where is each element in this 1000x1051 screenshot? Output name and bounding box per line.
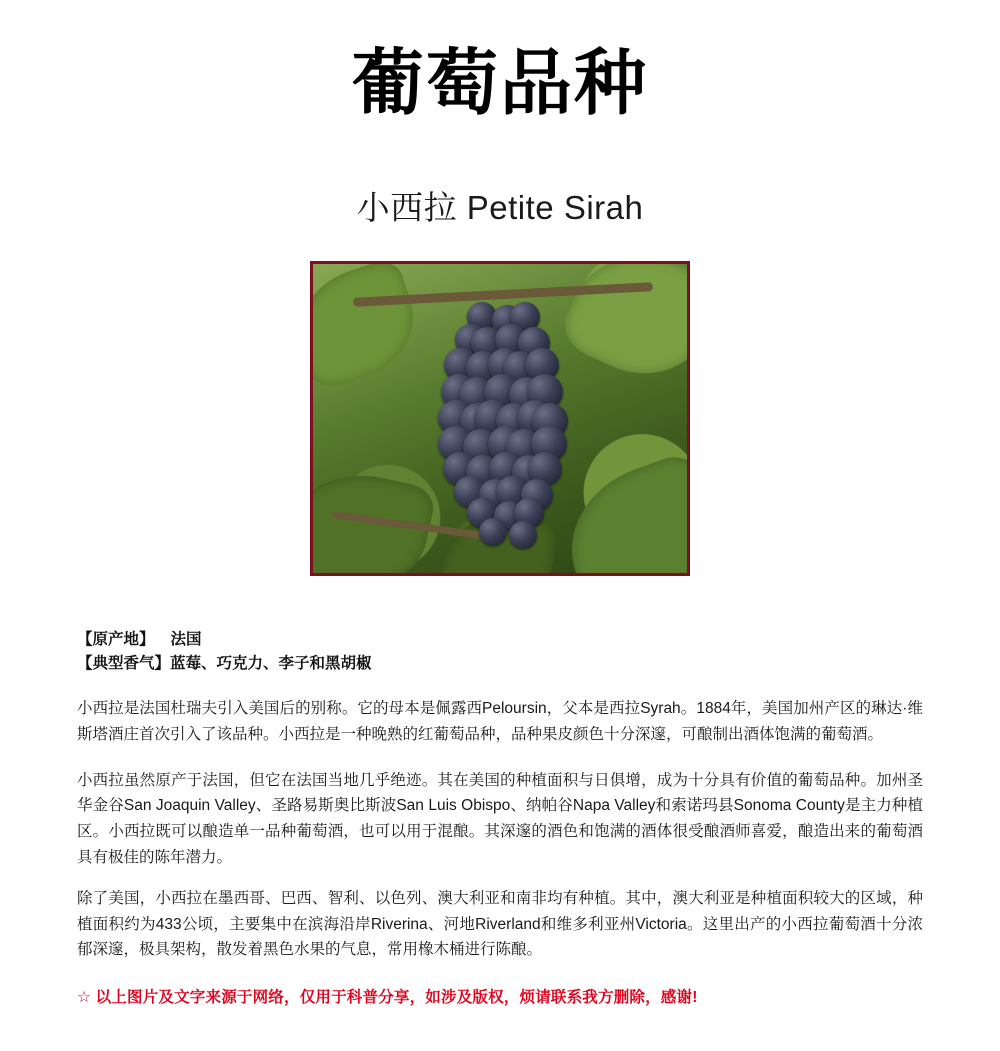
page-title: 葡萄品种 xyxy=(351,44,648,124)
meta-aroma xyxy=(77,652,923,676)
origin-value: 法国 xyxy=(170,631,202,649)
grape-berry xyxy=(479,518,507,546)
grape-berry xyxy=(509,521,537,549)
grape-cluster-photo xyxy=(310,261,690,576)
page-subtitle: 小西拉 Petite Sirah xyxy=(356,189,644,227)
paragraph-1: 小西拉是法国杜瑞夫引入美国后的别称。它的母本是佩露西Peloursin，父本是西拉Syrah。1884年，美国加州产区的琳达·维斯塔酒庄首次引入了该品种。小西拉是一种晚熟的红葡萄品种，品种果皮颜色十分深邃，可酿制出酒体饱满的葡萄酒。 xyxy=(77,700,923,743)
copyright-note: ☆ 以上图片及文字来源于网络，仅用于科普分享，如涉及版权，烦请联系我方删除，感谢! xyxy=(77,989,698,1007)
figure-container xyxy=(0,261,1000,576)
meta-origin xyxy=(77,628,923,652)
grape-berry-cluster xyxy=(409,298,599,548)
paragraph-2: 小西拉虽然原产于法国，但它在法国当地几乎绝迹。其在美国的种植面积与日俱增，成为十分具有价值的葡萄品种。加州圣华金谷San Joaquin Valley、圣路易斯奥比斯波San Luis Obispo、纳帕谷Napa Valley和索诺玛县Sonoma County是主力种植区。小西拉既可以酿造单一品种葡萄酒，也可以用于混酿。其深邃的酒色和饱满的酒体很受酿酒师喜爱，酿造出来的葡萄酒具有极佳的陈年潜力。 xyxy=(77,771,923,866)
paragraph-3: 除了美国，小西拉在墨西哥、巴西、智利、以色列、澳大利亚和南非均有种植。其中，澳大利亚是种植面积较大的区域，种植面积约为433公顷，主要集中在滨海沿岸Riverina、河地Riverland和维多利亚州Victoria。这里出产的小西拉葡萄酒十分浓郁深邃，极具架构，散发着黑色水果的气息，常用橡木桶进行陈酿。 xyxy=(77,890,923,959)
aroma-label: 【典型香气】 xyxy=(77,655,171,673)
origin-label: 【原产地】 xyxy=(77,631,155,649)
article-body xyxy=(77,576,923,1010)
aroma-value: 蓝莓、巧克力、李子和黑胡椒 xyxy=(170,655,372,673)
